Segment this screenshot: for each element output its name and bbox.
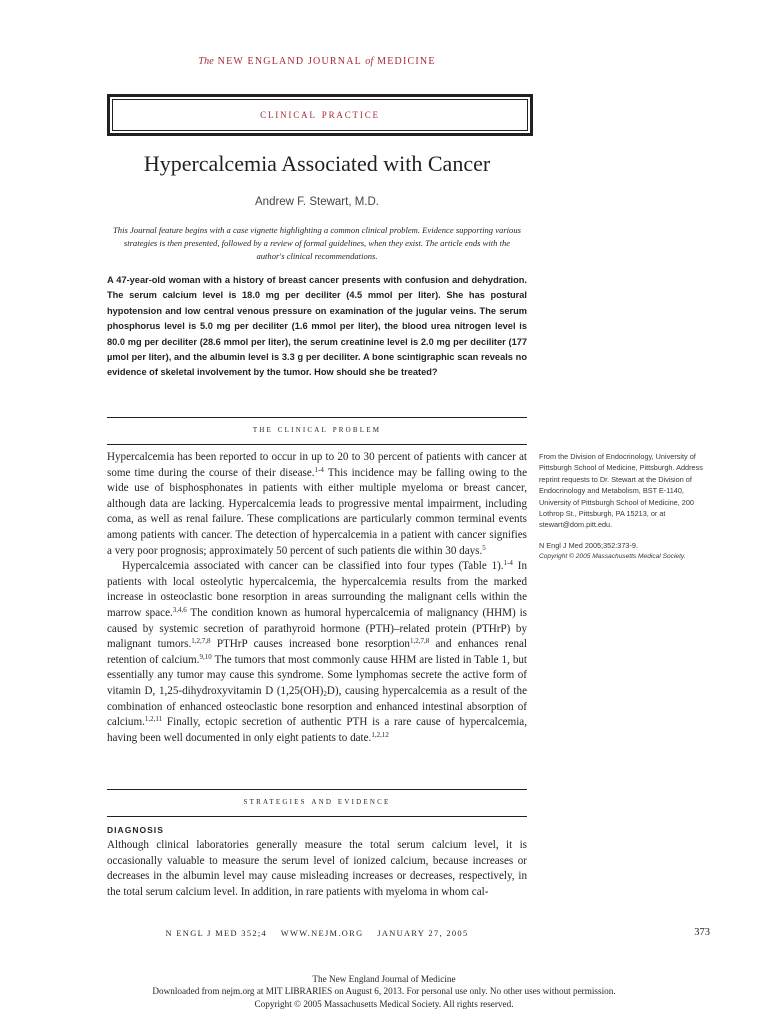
sidebar-copyright: Copyright © 2005 Massachusetts Medical Society. bbox=[539, 553, 686, 561]
download-copyright: Copyright © 2005 Massachusetts Medical Society. All rights reserved. bbox=[254, 998, 514, 1009]
body-text bbox=[107, 450, 527, 746]
journal-name-b: MEDICINE bbox=[377, 56, 436, 67]
journal-name-a: NEW ENGLAND JOURNAL bbox=[217, 56, 362, 67]
footer-line: N ENGL J MED 352;4 WWW.NEJM.ORG JANUARY 27, 2005 bbox=[165, 929, 469, 938]
case-vignette: A 47-year-old woman with a history of breast cancer presents with confusion and dehydration. The serum calcium level is 18.0 mg per deciliter (4.5 mmol per liter). She has postural hypotension and low central venous pressure on examination of the jugular veins. The serum phosphorus level is 5.0 mg per deciliter (1.6 mmol per liter), the blood urea nitrogen level is 80.0 mg per deciliter (28.6 mmol per liter), the serum creatinine level is 2.0 mg per deciliter (177 µmol per liter), and the albumin level is 3.3 g per deciliter. A bone scintigraphic scan reveals no evidence of skeletal involvement by the tumor. How should she be treated? bbox=[107, 275, 527, 378]
paragraph-1: Hypercalcemia has been reported to occur in up to 20 to 30 percent of patients with cancer at some time during the course of their disease.$^{1-4}$ This incidence may be falling owing to the wide use of bisphosphonates in patients with either multiple myeloma or breast cancer, although data are lacking. Hypercalcemia leads to progressive mental impairment, including coma, as well as renal failure. These complications are particularly common terminal events among patients with cancer. The detection of hypercalcemia in a patient with cancer signifies a very poor prognosis; approximately 50 percent of such patients die within 30 days.$^5$ bbox=[107, 451, 527, 557]
author-sidebar bbox=[539, 451, 709, 563]
diagnosis-text: Although clinical laboratories generally measure the total serum calcium level, it is occasionally valuable to measure the serum level of ionized calcium, because increases or decreases in the albumin level may cause misleading increases or decreases, respectively, in the total serum calcium level. In addition, in rare patients with myeloma in whom cal- bbox=[107, 839, 527, 898]
strategies-label: strategies and evidence bbox=[243, 796, 391, 807]
article-author: Andrew F. Stewart, M.D. bbox=[255, 196, 379, 208]
journal-header bbox=[0, 56, 634, 67]
affiliation-text: From the Division of Endocrinology, University of Pittsburgh School of Medicine, Pittsburgh. Address reprint requests to Dr. Stewart at the Division of Endocrinology and Metabolism, BST E-1140, University of Pittsburgh School of Medicine, 200 Lothrop St., Pittsburgh, PA 15213, or at stewart@dom.pitt.edu. bbox=[539, 452, 703, 530]
download-journal: The New England Journal of Medicine bbox=[312, 974, 456, 984]
download-source: Downloaded from nejm.org at MIT LIBRARIES on August 6, 2013. For personal use only. No other uses without permission. bbox=[152, 986, 616, 997]
paragraph-2: Hypercalcemia associated with cancer can be classified into four types (Table 1).$^{1-4}$ In patients with local osteolytic hypercalcemia, the hypercalcemia results from the marked increase in osteoclastic bone resorption in areas surrounding the malignant cells within the marrow space.$^{3,4,6}$ The condition known as humoral hypercalcemia of malignancy (HHM) is caused by systemic secretion of parathyroid hormone (PTH)–related protein (PTHrP) by malignant tumors.$^{1,2,7,8}$ PTHrP causes increased bone resorption$^{1,2,7,8}$ and enhances renal retention of calcium.$^{9,10}$ The tumors that most commonly cause HHM are listed in Table 1, but essentially any tumor may cause this syndrome. Some lymphomas secrete the active form of vitamin D, 1,25-dihydroxyvitamin D $(1,25(OH)_2D)$, causing hypercalcemia as a result of the combination of enhanced osteoclastic bone resorption and enhanced intestinal absorption of calcium.$^{1,2,11}$ Finally, ectopic secretion of authentic PTH is a rare cause of hypercalcemia, having been well documented in only eight patients to date.$^{1,2,12}$ bbox=[107, 559, 528, 744]
diagnosis-heading: DIAGNOSIS bbox=[107, 825, 164, 835]
strategies-heading bbox=[107, 789, 527, 817]
clinical-problem-heading bbox=[107, 417, 527, 445]
journal-of: of bbox=[365, 56, 374, 67]
clinical-problem-label: the clinical problem bbox=[252, 424, 382, 435]
feature-note: This Journal feature begins with a case vignette highlighting a common clinical problem. Evidence supporting various strategies is then presented, followed by a review of formal guidelines, when they exist. The article ends with the author's clinical recommendations. bbox=[113, 225, 521, 261]
journal-prefix: The bbox=[198, 56, 214, 67]
section-label: clinical practice bbox=[260, 106, 380, 121]
article-title: Hypercalcemia Associated with Cancer bbox=[143, 151, 491, 176]
page-number: 373 bbox=[694, 927, 710, 938]
download-notice bbox=[0, 973, 768, 1010]
citation: N Engl J Med 2005;352:373-9. bbox=[539, 540, 638, 550]
